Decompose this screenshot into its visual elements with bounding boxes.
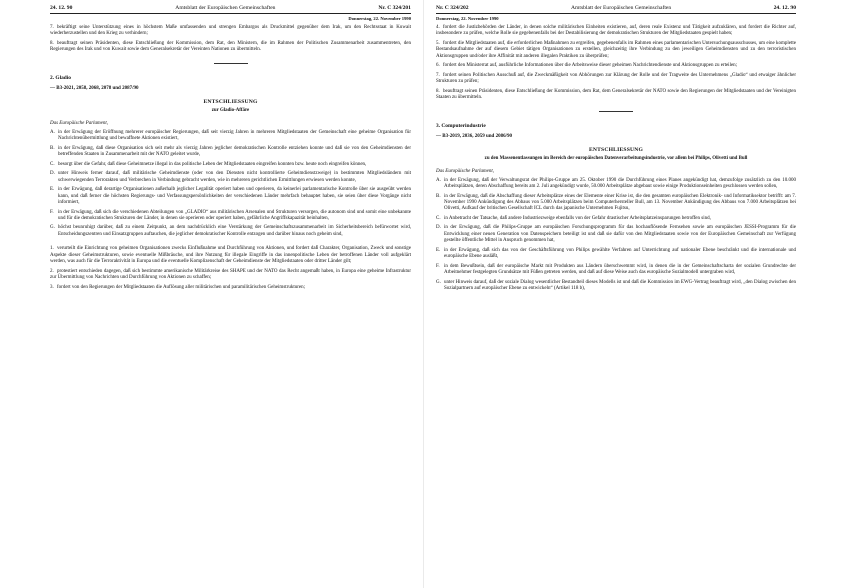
- paragraph-number: 2.: [50, 268, 54, 274]
- consideration-text: unter Hinweis darauf, daß der soziale Dialog wesentlicher Bestandteil dieses Modells ist und daß die Kommission im EWG-Vertrag beauftragt wird, „den Dialog zwischen den Sozialpartnern auf europäischer Ebene zu entwickeln“ (Artikel 118 b),: [444, 279, 796, 292]
- consideration: [50, 210, 411, 223]
- section-separator: [214, 63, 248, 64]
- paragraph-number: 3.: [50, 284, 54, 290]
- paragraph-text: fordert die Justizbehörden der Länder, in denen solche militärischen Einheiten existieren, auf, deren reale Existenz und Tätigkeit aufzuklären, und fordert die Richter auf, insbesondere zu prüfen, welche Rolle sie gegebenenfalls bei der Destabilisierung der demokratischen Strukturen der Mitgliedstaaten gespielt haben;: [436, 25, 796, 37]
- paragraph-text: beauftragt seinen Präsidenten, diese Entschließung der Kommission, dem Rat, dem Generalsekretär der NATO sowie den Regierungen der Mitgliedstaaten und der Vereinigten Staaten zu übermitteln.: [436, 88, 796, 101]
- consideration-text: in dem Bewußtsein, daß der europäische Markt mit Produkten aus Ländern überschwemmt wird, in denen die in der Gemeinschaftscharta der sozialen Grundrechte der Arbeitnehmer festgelegten Grundsätze mit Füßen getreten werden, und daß auf diese Weise auch das europäische Sozialmodell untergraben wird,: [444, 263, 796, 276]
- document-references: — B3-2019, 2036, 2059 und 2086/90: [436, 133, 512, 139]
- resolution-heading: ENTSCHLIESSUNG: [588, 146, 644, 153]
- consideration-letter: E.: [436, 247, 441, 253]
- consideration: [436, 280, 796, 293]
- consideration-text: höchst beunruhigt darüber, daß zu einem Zeitpunkt, an dem nachdrücklich eine Verstärkung der Gemeinschaftszusammenarbeit im Sicherheitsbereich befürwortet wird, Entscheidungszentren und Einsatzgruppen auftauchen, die jeglicher demokratischer Kontrolle entzogen und darüber hinaus noch geheim sind,: [58, 225, 411, 237]
- paragraph-text: protestiert entschieden dagegen, daß sich bestimmte amerikanische Militärkreise des SHAPE und der NATO das Recht angemaßt haben, in Europa eine geheime Infrastruktur zur Übermittlung von Nachrichten und Durchführung von Aktionen zu schaffen;: [50, 268, 411, 281]
- consideration-letter: F.: [436, 263, 440, 269]
- left-page: [0, 0, 423, 588]
- consideration-letter: E.: [50, 187, 55, 193]
- consideration-letter: G.: [50, 225, 55, 231]
- header-page-ref: Nr. C 324/201: [378, 5, 411, 11]
- paragraph: [436, 41, 796, 60]
- paragraph-text: fordert von den Regierungen der Mitgliedstaaten die Auflösung aller militärischen und paramilitärischen Geheimstrukturen;: [57, 284, 305, 290]
- paragraph: [50, 285, 411, 291]
- consideration: [436, 216, 796, 222]
- consideration: [50, 146, 411, 159]
- consideration-letter: F.: [50, 209, 54, 215]
- paragraph: [436, 89, 796, 102]
- page-header: [436, 4, 796, 12]
- paragraph: [436, 25, 796, 38]
- header-rule: [50, 13, 411, 14]
- consideration-text: in der Erwägung, daß sich das von der Geschäftsführung von Philips gewählte Verfahren auf Unterrichtung auf nationaler Ebene beschränkt und die internationale und europäische Ebene ausläßt,: [444, 247, 796, 260]
- consideration-text: in der Erwägung, daß der Verwaltungsrat der Philips-Gruppe am 25. Oktober 1990 die Durchführung eines Planes angekündigt hat, demzufolge zusätzlich zu den 10.000 Arbeitsplätzen, deren Abschaffung bereits am 2. Juli angekündigt wurde, 50.000 Arbeitsplätze abgebaut sowie einige Produktionseinheiten geschlossen werden sollen,: [444, 177, 796, 189]
- consideration-letter: C.: [436, 215, 441, 221]
- paragraph-text: fordert die Mitgliedstaaten auf, die erforderlichen Maßnahmen zu ergreifen, gegebenenfalls im Rahmen eines parlamentarischen Untersuchungsausschusses, um eine komplette Bestandsaufnahme der auf diesem Gebiet tätigen Organisationen zu erstellen, gleichzeitig ihre Verbindung zu den jeweiligen Geheimdiensten und zu den terroristischen Aktionsgruppen und/oder ihre Affinität mit anderen illegalen Praktiken zu überprüfen;: [436, 40, 796, 59]
- consideration-text: in der Erwägung der Eröffnung mehrerer europäischer Regierungen, daß seit vierzig Jahren in mehreren Mitgliedstaaten der Gemeinschaft eine geheime Organisation für Nachrichtenübermittlung und bewaffnete Aktionen existiert,: [58, 129, 411, 141]
- header-page-ref: Nr. C 324/202: [436, 5, 469, 11]
- paragraph-number: 1.: [50, 246, 54, 252]
- consideration: [50, 171, 411, 184]
- session-date: Donnerstag, 22. November 1990: [436, 16, 499, 21]
- paragraph: [50, 246, 411, 265]
- consideration-letter: G.: [436, 279, 441, 285]
- consideration-letter: A.: [50, 129, 55, 135]
- consideration: [50, 187, 411, 206]
- consideration-letter: B.: [50, 145, 55, 151]
- paragraph-number: 7.: [50, 25, 54, 30]
- document-references: — B3-2021, 2058, 2068, 2078 und 2087/90: [50, 85, 139, 91]
- resolution-heading: ENTSCHLIESSUNG: [203, 98, 258, 105]
- consideration-text: besorgt über die Gefahr, daß diese Geheimnetze illegal in das politische Leben der Mitgliedstaaten eingreifen konnten bzw. heute noch eingreifen können,: [58, 161, 367, 167]
- resolution-subheading: zu den Massenentlassungen im Bereich der europäischen Datenverarbeitungsindustrie, vor allem bei Philips, Olivetti und Bull: [484, 155, 748, 161]
- header-date: 24. 12. 90: [773, 5, 796, 11]
- paragraph: [50, 25, 411, 38]
- consideration: [50, 225, 411, 238]
- section-title: 3. Computerindustrie: [436, 122, 486, 129]
- paragraph-number: 4.: [436, 25, 440, 30]
- paragraph-number: 8.: [50, 40, 54, 46]
- consideration: [436, 194, 796, 213]
- consideration-text: in Anbetracht der Tatsache, daß andere Industriezweige ebenfalls von der Gefahr drastischer Arbeitsplatzeinsparungen betroffen sind,: [444, 215, 711, 221]
- session-date: Donnerstag, 22. November 1990: [348, 16, 411, 21]
- consideration-text: in der Erwägung, daß derartige Organisationen außerhalb jeglicher Legalität operiert haben und operieren, da keinerlei parlamentarische Kontrolle über sie ausgeübt werden kann, und daß ferner die höchsten Regierungs- und Verfassungspersönlichkeiten der verschiedenen Länder mehrfach behauptet haben, sie seien über diese Vorgänge nicht informiert,: [58, 187, 411, 205]
- consideration: [436, 248, 796, 261]
- parliament-intro: Das Europäische Parlament,: [436, 168, 495, 174]
- paragraph-number: 5.: [436, 40, 440, 46]
- section-separator: [599, 111, 633, 112]
- header-date: 24. 12. 90: [50, 5, 73, 11]
- consideration: [436, 178, 796, 191]
- consideration: [436, 264, 796, 277]
- paragraph-text: fordert seinen Politischen Ausschuß auf, die Zweckmäßigkeit von Abhörungen zur Klärung der Rolle und der Tragweite des Unternehmens „Gladio“ und etwaiger ähnlicher Strukturen zu prüfen;: [436, 72, 796, 85]
- consideration-letter: D.: [50, 171, 55, 177]
- header-journal: Amtsblatt der Europäischen Gemeinschaften: [175, 5, 276, 11]
- paragraph-number: 6.: [436, 63, 440, 69]
- consideration-letter: B.: [436, 193, 441, 199]
- consideration-letter: D.: [436, 225, 441, 231]
- page-header: [50, 4, 411, 12]
- consideration: [50, 162, 411, 168]
- paragraph-text: verurteilt die Einrichtung von geheimen Organisationen zwecks Einflußnahme und Durchführung von Aktionen, und fordert daß Charakter, Organisation, Zweck und sonstige Aspekte dieser Geheimstrukturen, sowie eventuelle Mißbräuche, und ihre Nutzung für illegale Eingriffe in das innenpolitische Leben der betroffenen Länder voll aufgeklärt werden, was auch für die Terroraktivität in Europa und die eventuelle Komplizenschaft der Geheimdienste der Mitgliedstaaten oder dritter Länder gilt;: [50, 246, 411, 265]
- consideration: [436, 225, 796, 244]
- consideration-text: in der Erwägung, daß sich die verschiedenen Abteilungen von „GLADIO“ aus militärischen Arsenalen und Strukturen versorgen, die autonom sind und somit eine unbekannte und für die demokratischen Strukturen der Länder, in denen sie operieren oder operiert haben, gefährliche Angriffskapazität beinhalten,: [58, 209, 411, 221]
- paragraph-number: 8.: [436, 88, 440, 94]
- resolution-subheading: zur Gladio-Affäre: [211, 107, 250, 113]
- paragraph: [436, 73, 796, 86]
- paragraph-text: bekräftigt seine Unterstützung eines in höchstem Maße umfassenden und strengen Embargos als Druckmittel gegenüber dem Irak, um den Rechtsstaat in Kuwait wiederherzustellen und den Krieg zu verhindern;: [50, 25, 411, 37]
- parliament-intro: Das Europäische Parlament,: [50, 120, 109, 126]
- paragraph-text: fordert den Ministerrat auf, ausführliche Informationen über die Arbeitsweise dieser geheimen Nachrichtendienste und Aktionsgruppen zu erteilen;: [443, 63, 738, 69]
- consideration: [50, 130, 411, 143]
- paragraph-text: beauftragt seinen Präsidenten, diese Entschließung der Kommission, dem Rat, den Ministern, die im Rahmen der Politischen Zusammenarbeit zusammentreten, den Regierungen des Irak und von Kuwait sowie dem Generalsekretär der Vereinten Nationen zu übermitteln.: [50, 40, 411, 53]
- header-rule: [436, 13, 796, 14]
- section-title: 2. Gladio: [50, 74, 71, 81]
- consideration-text: in der Erwägung, daß diese Organisation sich seit mehr als vierzig Jahren jeglicher demokratischen Kontrolle entziehen konnte und daß sie von den Geheimdiensten der betreffenden Staaten in Zusammenarbeit mit der NATO geleitet wurde,: [58, 145, 411, 157]
- consideration-letter: A.: [436, 177, 441, 183]
- paragraph: [436, 63, 796, 69]
- paragraph-number: 7.: [436, 72, 440, 78]
- consideration-letter: C.: [50, 161, 55, 167]
- right-page: [423, 0, 846, 588]
- consideration-text: unter Hinweis ferner darauf, daß militärische Geheimdienste (oder von den Diensten nicht kontrollierte Geheimdienstzweige) in bestimmten Mitgliedsländern mit schwerwiegenden Terrorakten und Verbrechen in Verbindung gebracht werden, wie in mehreren gerichtlichen Ermittlungen erwiesen werden konnte,: [58, 171, 411, 183]
- paragraph: [50, 41, 411, 54]
- consideration-text: in der Erwägung, daß die Philips-Gruppe am europäischen Forschungsprogramm für das hochauflösende Fernsehen sowie am europäischen JESSI-Programm für die Entwicklung einer neuen Generation von Datenspeichern beteiligt ist und daß sie dafür von den Mitgliedstaaten sowie von der Europäischen Gemeinschaft zur Verfügung gestellte öffentliche Mittel in Anspruch genommen hat,: [444, 225, 796, 244]
- consideration-text: in der Erwägung, daß die Abschaffung dieser Arbeitsplätze eines der Elemente einer Krise ist, die den gesamten europäischen Elektronik- und Informatiksektor betrifft: am 7. November 1990 Ankündigung des Abbaus von 5.000 Arbeitsplätzen beim Computerhersteller Bull, am 13. November Ankündigung des Abbaus von 7.000 Arbeitsplätzen bei Olivetti, Aufkauf der britischen Gesellschaft ICL durch das japanische Unternehmen Fujitsu,: [444, 193, 796, 212]
- paragraph: [50, 269, 411, 282]
- header-journal: Amtsblatt der Europäischen Gemeinschaften: [571, 5, 672, 11]
